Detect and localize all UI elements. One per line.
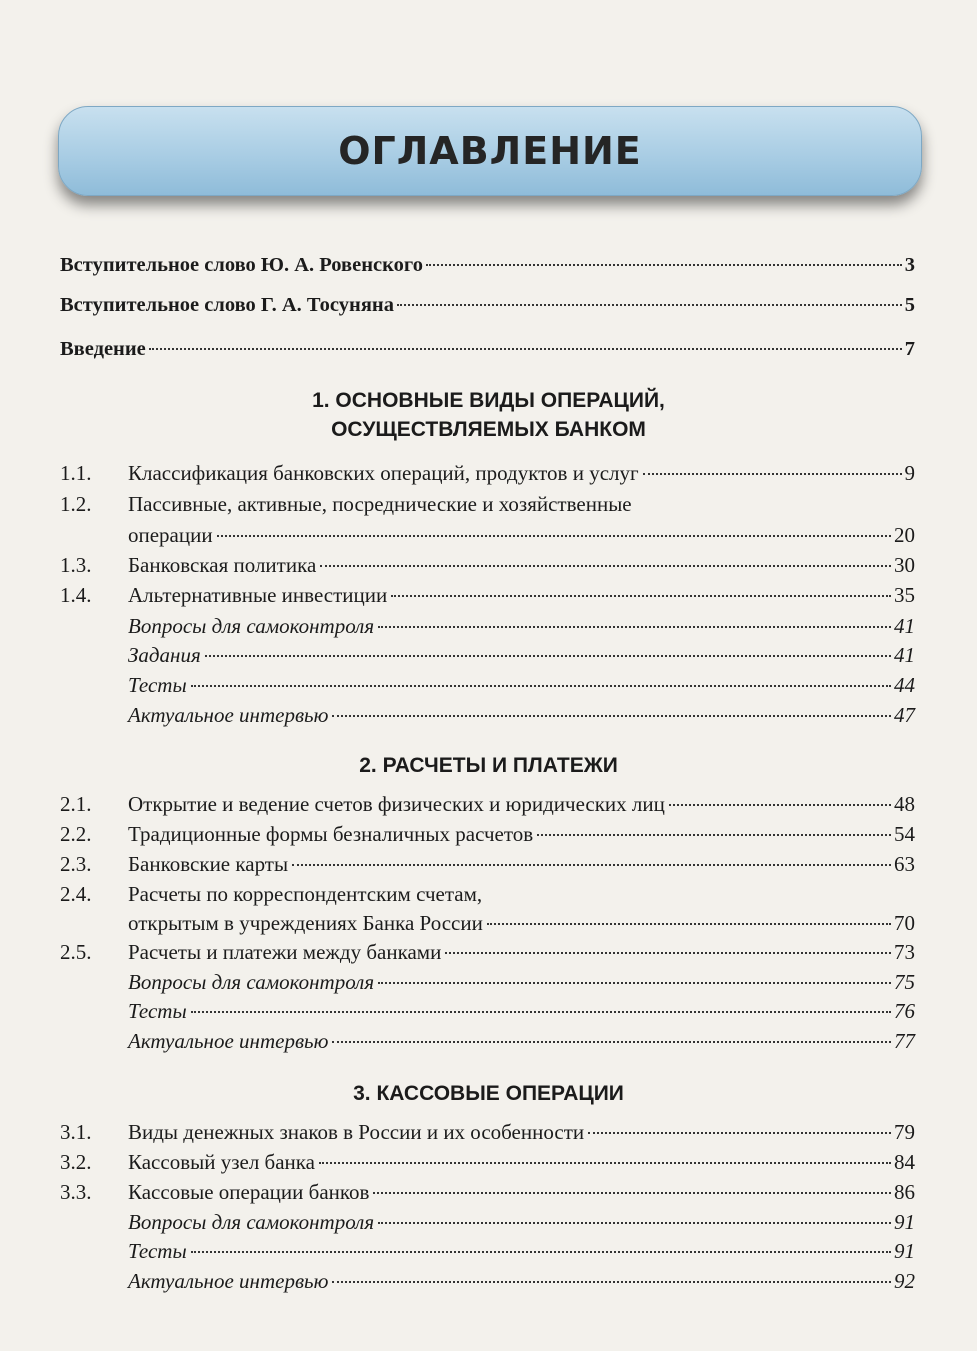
dot-leader <box>669 804 891 806</box>
entry-page: 5 <box>904 294 915 316</box>
dot-leader <box>205 655 891 657</box>
toc-entry-2-3[interactable] <box>128 852 915 877</box>
entry-number: 2.1. <box>60 792 92 816</box>
entry-page: 75 <box>894 970 915 994</box>
entry-page: 35 <box>894 583 915 607</box>
dot-leader <box>378 1222 891 1224</box>
entry-page: 91 <box>894 1210 915 1234</box>
dot-leader <box>378 626 891 628</box>
dot-leader <box>191 1251 891 1253</box>
toc-entry-foreword-tosunyan[interactable] <box>60 294 915 317</box>
entry-label: Банковская политика <box>128 553 317 577</box>
dot-leader <box>319 1162 891 1164</box>
dot-leader <box>217 535 891 537</box>
toc-entry-3-tests[interactable] <box>128 1239 915 1264</box>
dot-leader <box>373 1192 891 1194</box>
entry-page: 73 <box>894 940 915 964</box>
dot-leader <box>191 1011 891 1013</box>
dot-leader <box>320 565 891 567</box>
entry-page: 47 <box>894 703 915 727</box>
dot-leader <box>537 834 891 836</box>
dot-leader <box>191 685 891 687</box>
toc-entry-foreword-rovensky[interactable] <box>60 254 915 277</box>
entry-page: 48 <box>894 792 915 816</box>
entry-label: Тесты <box>128 673 187 697</box>
entry-label: Вопросы для самоконтроля <box>128 614 375 638</box>
entry-page: 7 <box>904 338 915 360</box>
chapter-1-title-line2: ОСУЩЕСТВЛЯЕМЫХ БАНКОМ <box>331 418 646 441</box>
entry-page: 54 <box>894 822 915 846</box>
dot-leader <box>332 1041 891 1043</box>
toc-entry-3-2[interactable] <box>128 1150 915 1175</box>
entry-label: Задания <box>128 643 201 667</box>
toc-entry-1-4[interactable] <box>128 583 915 608</box>
toc-entry-1-interview[interactable] <box>128 703 915 728</box>
entry-page: 79 <box>894 1120 915 1144</box>
entry-label: Актуальное интервью <box>128 703 329 727</box>
dot-leader <box>426 264 902 266</box>
entry-page: 3 <box>904 254 915 276</box>
entry-page: 70 <box>894 911 915 935</box>
page-title: ОГЛАВЛЕНИЕ <box>338 129 642 173</box>
entry-number: 1.4. <box>60 583 92 607</box>
entry-page: 76 <box>894 999 915 1023</box>
entry-label: Кассовый узел банка <box>128 1150 316 1174</box>
dot-leader <box>149 348 902 350</box>
toc-entry-1-tests[interactable] <box>128 673 915 698</box>
toc-entry-1-1[interactable] <box>128 461 915 486</box>
entry-number: 3.3. <box>60 1180 92 1204</box>
dot-leader <box>332 1281 891 1283</box>
entry-page: 77 <box>894 1029 915 1053</box>
entry-label-continued: открытым в учреждениях Банка России <box>128 911 483 935</box>
entry-label: Альтернативные инвестиции <box>128 583 388 607</box>
entry-label: Классификация банковских операций, продуктов и услуг <box>128 461 639 485</box>
toc-entry-3-1[interactable] <box>128 1120 915 1145</box>
dot-leader <box>445 952 891 954</box>
entry-page: 84 <box>894 1150 915 1174</box>
entry-label: Вступительное слово Ю. А. Ровенского <box>60 254 423 276</box>
entry-label: Кассовые операции банков <box>128 1180 370 1204</box>
entry-label: Тесты <box>128 1239 187 1263</box>
dot-leader <box>397 304 902 306</box>
entry-label[interactable]: Расчеты по корреспондентским счетам, <box>128 882 483 906</box>
toc-entry-2-tests[interactable] <box>128 999 915 1024</box>
entry-number: 2.5. <box>60 940 92 964</box>
entry-number: 1.3. <box>60 553 92 577</box>
dot-leader <box>332 715 891 717</box>
toc-entry-2-5[interactable] <box>128 940 915 965</box>
dot-leader <box>292 864 891 866</box>
entry-page: 63 <box>894 852 915 876</box>
toc-entry-3-questions[interactable] <box>128 1210 915 1235</box>
entry-number: 3.1. <box>60 1120 92 1144</box>
toc-entry-2-questions[interactable] <box>128 970 915 995</box>
entry-number: 3.2. <box>60 1150 92 1174</box>
toc-entry-introduction[interactable] <box>60 338 915 361</box>
entry-label: Актуальное интервью <box>128 1269 329 1293</box>
entry-label: Вопросы для самоконтроля <box>128 1210 375 1234</box>
entry-number: 1.2. <box>60 492 92 516</box>
chapter-1-title-line1: 1. ОСНОВНЫЕ ВИДЫ ОПЕРАЦИЙ, <box>312 389 665 412</box>
entry-page: 41 <box>894 614 915 638</box>
dot-leader <box>643 473 902 475</box>
toc-entry-2-1[interactable] <box>128 792 915 817</box>
toc-entry-1-3[interactable] <box>128 553 915 578</box>
entry-number: 1.1. <box>60 461 92 485</box>
dot-leader <box>391 595 891 597</box>
entry-page: 41 <box>894 643 915 667</box>
toc-entry-3-3[interactable] <box>128 1180 915 1205</box>
entry-label: Актуальное интервью <box>128 1029 329 1053</box>
entry-label[interactable]: Пассивные, активные, посреднические и хозяйственные <box>128 492 632 516</box>
toc-entry-3-interview[interactable] <box>128 1269 915 1294</box>
entry-page: 91 <box>894 1239 915 1263</box>
entry-page: 9 <box>904 461 915 485</box>
chapter-2-title: 2. РАСЧЕТЫ И ПЛАТЕЖИ <box>359 754 618 777</box>
toc-entry-1-2[interactable] <box>128 523 915 548</box>
entry-number: 2.3. <box>60 852 92 876</box>
entry-page: 92 <box>894 1269 915 1293</box>
entry-label: Расчеты и платежи между банками <box>128 940 442 964</box>
dot-leader <box>487 923 891 925</box>
entry-label-continued: операции <box>128 523 213 547</box>
entry-number: 2.2. <box>60 822 92 846</box>
entry-label: Вопросы для самоконтроля <box>128 970 375 994</box>
entry-page: 30 <box>894 553 915 577</box>
entry-page: 86 <box>894 1180 915 1204</box>
entry-label: Банковские карты <box>128 852 289 876</box>
entry-number: 2.4. <box>60 882 92 906</box>
entry-label: Виды денежных знаков в России и их особенности <box>128 1120 585 1144</box>
dot-leader <box>588 1132 891 1134</box>
entry-label: Тесты <box>128 999 187 1023</box>
entry-label: Введение <box>60 338 146 360</box>
entry-label: Открытие и ведение счетов физических и юридических лиц <box>128 792 665 816</box>
entry-label: Вступительное слово Г. А. Тосуняна <box>60 294 394 316</box>
dot-leader <box>378 982 891 984</box>
toc-entry-2-interview[interactable] <box>128 1029 915 1054</box>
toc-entry-2-2[interactable] <box>128 822 915 847</box>
toc-entry-1-questions[interactable] <box>128 614 915 639</box>
entry-label: Традиционные формы безналичных расчетов <box>128 822 534 846</box>
toc-entry-1-tasks[interactable] <box>128 643 915 668</box>
entry-page: 20 <box>894 523 915 547</box>
chapter-3-title: 3. КАССОВЫЕ ОПЕРАЦИИ <box>353 1082 624 1105</box>
entry-page: 44 <box>894 673 915 697</box>
toc-entry-2-4[interactable] <box>128 911 915 936</box>
